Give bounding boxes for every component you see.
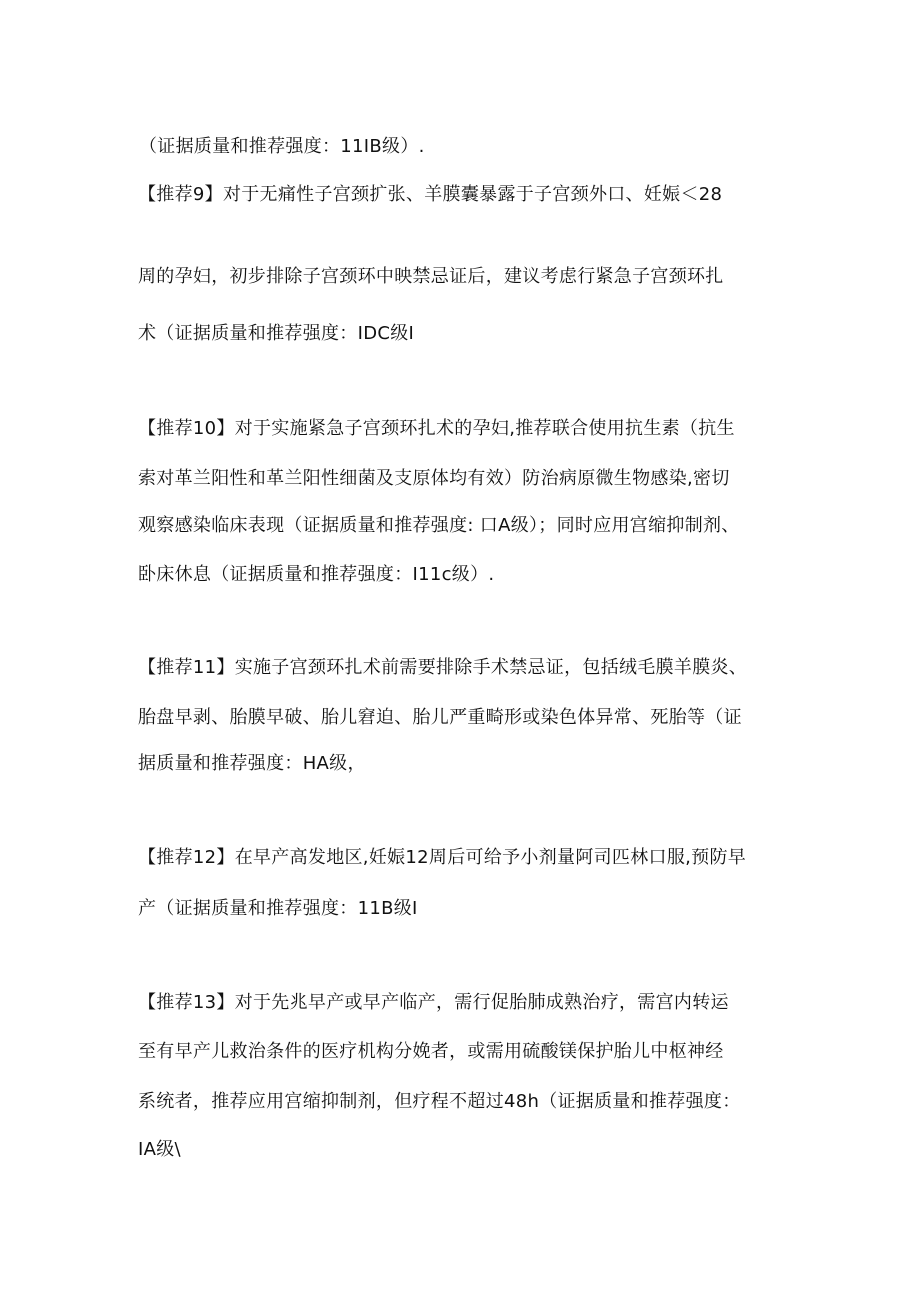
recommendation-12-line-2: 产（证据质量和推荐强度：11B级I — [138, 898, 418, 919]
recommendation-10-line-4: 卧床休息（证据质量和推荐强度：I11c级）. — [138, 564, 495, 585]
recommendation-10-line-3: 观察感染临床表现（证据质量和推荐强度: 口A级）；同时应用宫缩抑制剂、 — [138, 515, 740, 536]
recommendation-13-line-4: IA级\ — [138, 1139, 181, 1160]
recommendation-11-line-2: 胎盘早剥、胎膜早破、胎儿窘迫、胎儿严重畸形或染色体异常、死胎等（证 — [138, 707, 742, 728]
recommendation-11-line-3: 据质量和推荐强度：HA级， — [138, 753, 366, 774]
recommendation-13-line-2: 至有早产儿救治条件的医疗机构分娩者，或需用硫酸镁保护胎儿中枢神经 — [138, 1041, 724, 1062]
recommendation-12-line-1: 【推荐12】在早产高发地区,妊娠12周后可给予小剂量阿司匹林口服,预防早 — [138, 847, 747, 868]
recommendation-11-line-1: 【推荐11】实施子宫颈环扎术前需要排除手术禁忌证，包括绒毛膜羊膜炎、 — [138, 657, 748, 678]
recommendation-13-line-3: 系统者，推荐应用宫缩抑制剂，但疗程不超过48h（证据质量和推荐强度： — [138, 1091, 741, 1112]
text-line-1: （证据质量和推荐强度：11IB级）. — [139, 136, 425, 157]
recommendation-9-line-3: 术（证据质量和推荐强度：IDC级I — [138, 323, 415, 344]
recommendation-13-line-1: 【推荐13】对于先兆早产或早产临产，需行促胎肺成熟治疗，需宫内转运 — [138, 992, 729, 1013]
recommendation-10-line-1: 【推荐10】对于实施紧急子宫颈环扎术的孕妇,推荐联合使用抗生素（抗生 — [138, 418, 735, 439]
recommendation-9-line-1: 【推荐9】对于无痛性子宫颈扩张、羊膜囊暴露于子宫颈外口、妊娠＜28 — [138, 184, 723, 205]
recommendation-9-line-2: 周的孕妇，初步排除子宫颈环中映禁忌证后，建议考虑行紧急子宫颈环扎 — [138, 266, 724, 287]
recommendation-10-line-2: 索对革兰阳性和革兰阳性细菌及支原体均有效）防治病原微生物感染,密切 — [138, 468, 730, 489]
